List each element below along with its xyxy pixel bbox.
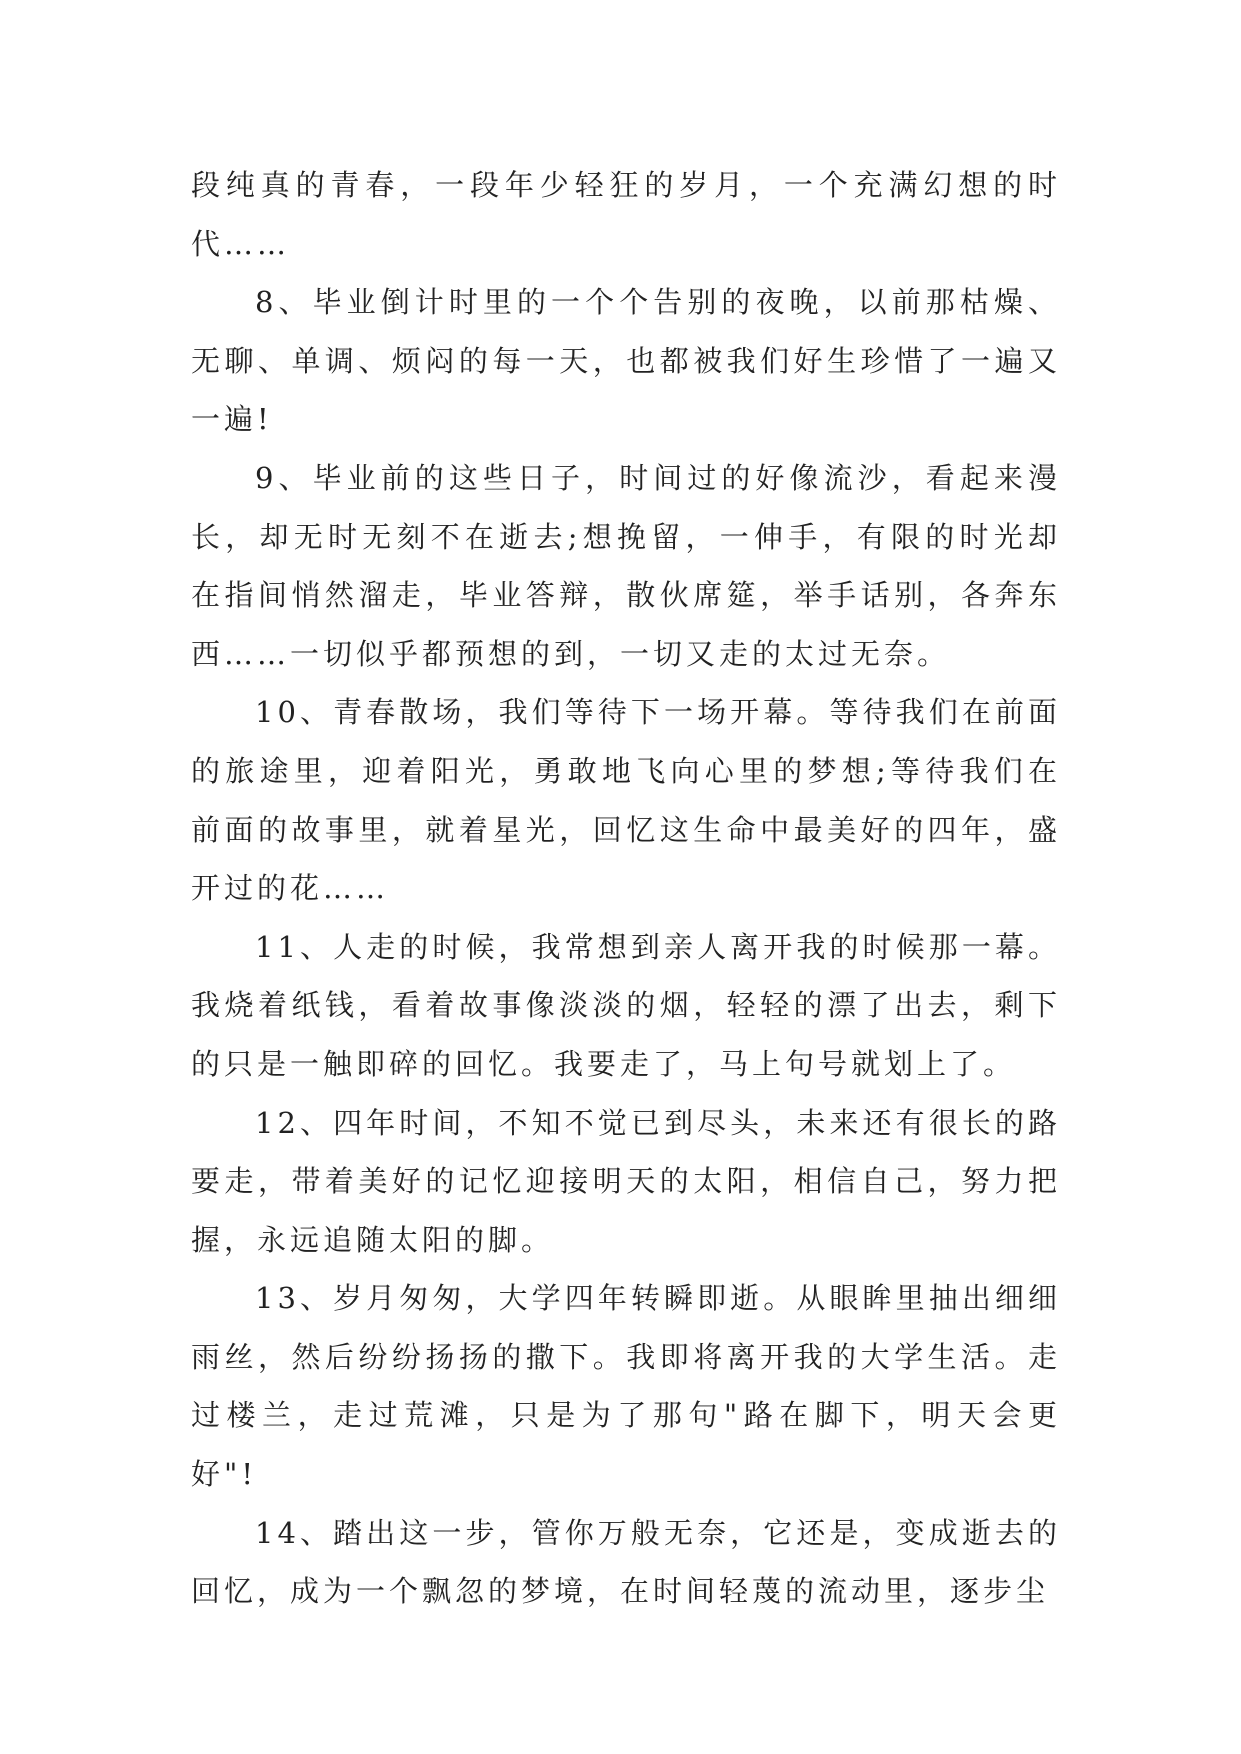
document-body [191, 156, 1061, 1621]
paragraph-item-13: 13、岁月匆匆，大学四年转瞬即逝。从眼眸里抽出细细雨丝，然后纷纷扬扬的撒下。我即将离开我的大学生活。走过楼兰，走过荒滩，只是为了那句"路在脚下，明天会更好"! [191, 1281, 1061, 1492]
paragraph-item-10: 10、青春散场，我们等待下一场开幕。等待我们在前面的旅途里，迎着阳光，勇敢地飞向心里的梦想;等待我们在前面的故事里，就着星光，回忆这生命中最美好的四年，盛开过的花…… [191, 695, 1061, 906]
paragraph-item-9: 9、毕业前的这些日子，时间过的好像流沙，看起来漫长，却无时无刻不在逝去;想挽留，一伸手，有限的时光却在指间悄然溜走，毕业答辩，散伙席筵，举手话别，各奔东西……一切似乎都预想的到，一切又走的太过无奈。 [191, 460, 1061, 671]
paragraph-item-8: 8、毕业倒计时里的一个个告别的夜晚，以前那枯燥、无聊、单调、烦闷的每一天，也都被我们好生珍惜了一遍又一遍! [191, 285, 1061, 437]
paragraph-item-14: 14、踏出这一步，管你万般无奈，它还是，变成逝去的回忆，成为一个飘忽的梦境，在时间轻蔑的流动里，逐步尘 [191, 1515, 1061, 1609]
paragraph-continuation: 段纯真的青春，一段年少轻狂的岁月，一个充满幻想的时代…… [191, 168, 1061, 261]
paragraph-item-12: 12、四年时间，不知不觉已到尽头，未来还有很长的路要走，带着美好的记忆迎接明天的太阳，相信自己，努力把握，永远追随太阳的脚。 [191, 1105, 1061, 1257]
paragraph-item-11: 11、人走的时候，我常想到亲人离开我的时候那一幕。我烧着纸钱，看着故事像淡淡的烟，轻轻的漂了出去，剩下的只是一触即碎的回忆。我要走了，马上句号就划上了。 [191, 929, 1061, 1081]
